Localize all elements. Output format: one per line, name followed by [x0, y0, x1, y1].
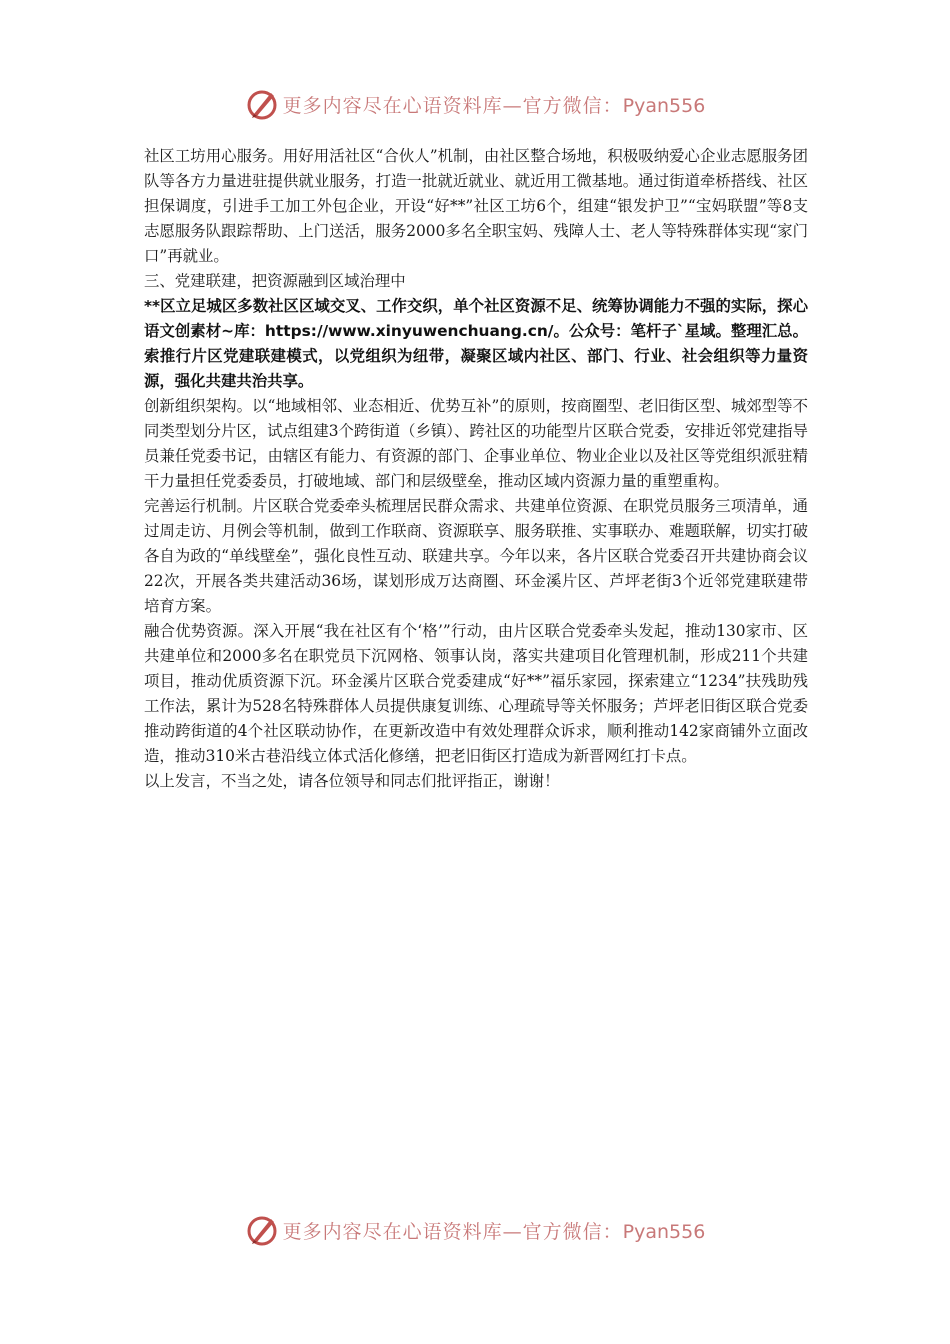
paragraph-mechanism: 完善运行机制。片区联合党委牵头梳理居民群众需求、共建单位资源、在职党员服务三项清单，通过周走访、月例会等机制，做到工作联商、资源联享、服务联推、实事联办、难题联解，切实打破各自为政的“单线壁垒”，强化良性互动、联建共享。今年以来，各片区联合党委召开共建协商会议22次，开展各类共建活动36场，谋划形成万达商圈、环金溪片区、芦坪老街3个近邻党建联建带培育方案。	[144, 497, 808, 615]
banner-text: 更多内容尽在心语资料库—官方微信：Pyan556	[282, 94, 706, 117]
banner-wechat-id: Pyan556	[622, 94, 706, 117]
paragraph-community-workshop: 社区工坊用心服务。用好用活社区“合伙人”机制，由社区整合场地，积极吸纳爱心企业志愿服务团队等各方力量进驻提供就业服务，打造一批就近就业、就近用工微基地。通过街道牵桥搭线、社区担保调度，引进手工加工外包企业，开设“好**”社区工坊6个，组建“银发护卫”“宝妈联盟”等8支志愿服务队跟踪帮助、上门送活，服务2000多名全职宝妈、残障人士、老人等特殊群体实现“家门口”再就业。	[144, 147, 808, 265]
paragraph-closing: 以上发言，不当之处，请各位领导和同志们批评指正，谢谢！	[144, 772, 560, 790]
pen-logo-icon	[245, 1213, 279, 1247]
paragraph-bold-intro: **区立足城区多数社区区域交叉、工作交织，单个社区资源不足、统筹协调能力不强的实际，探心语文创素材~库：https://www.xinyuwenchuang.cn/。公众号：笔杆子`星域。整理汇总。索推行片区党建联建模式，以党组织为纽带，凝聚区域内社区、部门、行业、社会组织等力量资源，强化共建共治共享。	[144, 297, 808, 390]
paragraph-resources: 融合优势资源。深入开展“我在社区有个‘格’”行动，由片区联合党委牵头发起，推动130家市、区共建单位和2000多名在职党员下沉网格、领事认岗，落实共建项目化管理机制，形成211个共建项目，推动优质资源下沉。环金溪片区联合党委建成“好**”福乐家园，探索建立“1234”扶残助残工作法，累计为528名特殊群体人员提供康复训练、心理疏导等关怀服务；芦坪老旧街区联合党委推动跨街道的4个社区联动协作，在更新改造中有效处理群众诉求，顺利推动142家商铺外立面改造，推动310米古巷沿线立体式活化修缮，把老旧街区打造成为新晋网红打卡点。	[144, 622, 808, 765]
banner-text: 更多内容尽在心语资料库—官方微信：Pyan556	[282, 1220, 706, 1243]
pen-logo-icon	[245, 87, 279, 121]
section-heading: 三、党建联建，把资源融到区域治理中	[144, 272, 406, 290]
footer-banner	[0, 1208, 950, 1252]
header-banner	[0, 82, 950, 126]
paragraph-organization: 创新组织架构。以“地域相邻、业态相近、优势互补”的原则，按商圈型、老旧街区型、城郊型等不同类型划分片区，试点组建3个跨街道（乡镇）、跨社区的功能型片区联合党委，安排近邻党建指导员兼任党委书记，由辖区有能力、有资源的部门、企事业单位、物业企业以及社区等党组织派驻精干力量担任党委委员，打破地域、部门和层级壁垒，推动区域内资源力量的重塑重构。	[144, 397, 808, 490]
document-body	[144, 144, 808, 794]
banner-wechat-id: Pyan556	[622, 1220, 706, 1243]
